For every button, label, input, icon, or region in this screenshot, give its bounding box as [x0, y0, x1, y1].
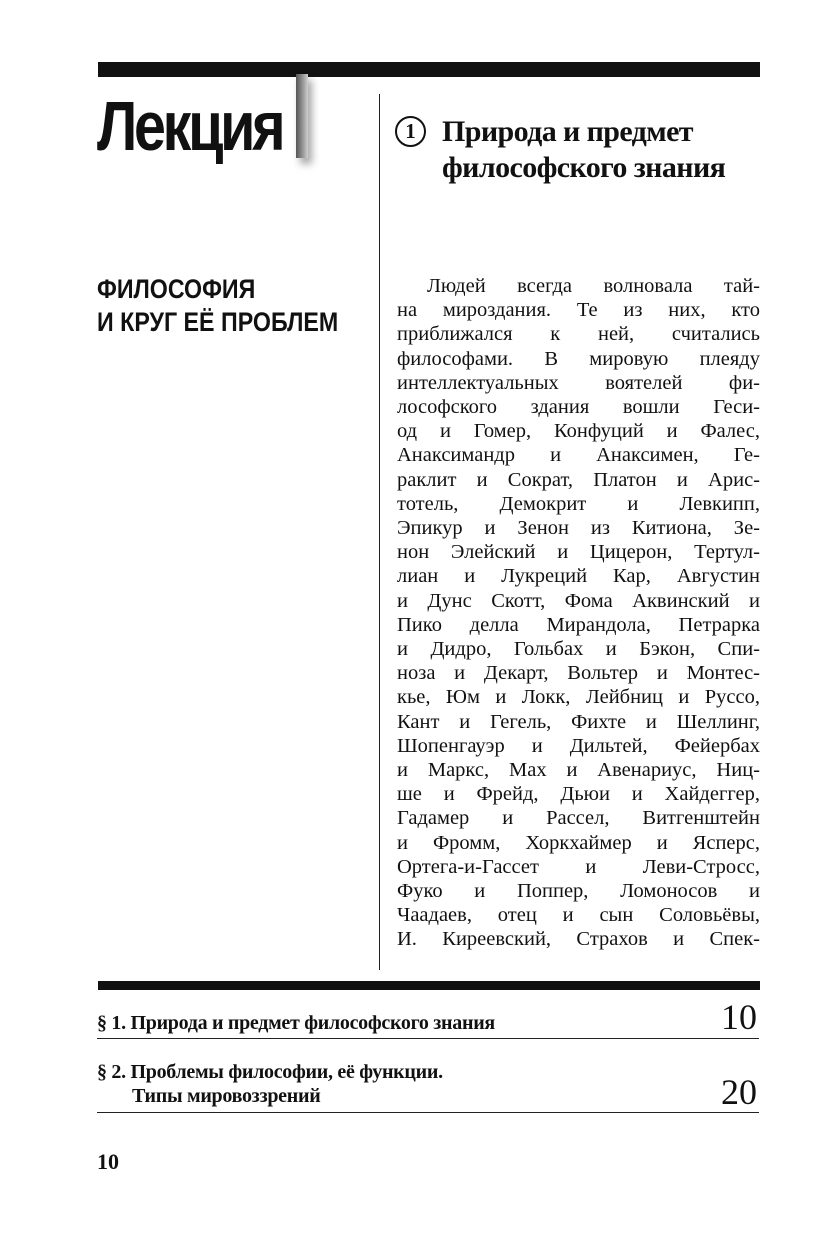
- section-title-line: Природа и предмет: [442, 115, 693, 148]
- body-line: Фуко и Поппер, Ломоносов и: [397, 880, 760, 903]
- toc-entry-section-1[interactable]: [97, 996, 759, 1039]
- toc-entry-title: [97, 1060, 443, 1108]
- body-line: лиан и Лукреций Кар, Августин: [397, 565, 760, 588]
- toc-entry-line: § 2. Проблемы философии, её функции.: [97, 1061, 443, 1083]
- column-divider: [379, 94, 380, 970]
- body-line: кье, Юм и Локк, Лейбниц и Руссо,: [397, 686, 760, 709]
- body-line: Гадамер и Рассел, Витгенштейн: [397, 807, 760, 830]
- body-line: на мироздания. Те из них, кто: [397, 299, 760, 322]
- body-line: и Маркс, Мах и Авенариус, Ниц-: [397, 759, 760, 782]
- lecture-heading: Лекция: [97, 87, 283, 165]
- body-line: приближался к ней, считались: [397, 323, 760, 346]
- body-line: и Дидро, Гольбах и Бэкон, Спи-: [397, 638, 760, 661]
- body-line: нон Элейский и Цицерон, Тертул-: [397, 541, 760, 564]
- body-line: Эпикур и Зенон из Китиона, Зе-: [397, 517, 760, 540]
- body-line: ше и Фрейд, Дьюи и Хайдеггер,: [397, 783, 760, 806]
- body-line: лософского здания вошли Геси-: [397, 396, 760, 419]
- body-line: и Фромм, Хоркхаймер и Ясперс,: [397, 831, 760, 854]
- page-number: 10: [97, 1149, 119, 1174]
- section-title-line: философского знания: [442, 151, 726, 184]
- body-line: Анаксимандр и Анаксимен, Ге-: [397, 444, 760, 467]
- body-line: Кант и Гегель, Фихте и Шеллинг,: [397, 710, 760, 733]
- body-line: интеллектуальных воятелей фи-: [397, 371, 760, 394]
- body-line: ноза и Декарт, Вольтер и Монтес-: [397, 662, 760, 685]
- toc-entry-page: 10: [721, 997, 757, 1037]
- body-line: Шопенгауэр и Дильтей, Фейербах: [397, 734, 760, 757]
- section-number-badge: 1: [395, 116, 426, 147]
- topic-line: ФИЛОСОФИЯ: [97, 274, 256, 304]
- topic-heading: [97, 273, 338, 339]
- body-line: И. Киреевский, Страхов и Спек-: [397, 928, 760, 951]
- toc-entry-title: [97, 1011, 495, 1035]
- contents-rule: [98, 981, 760, 990]
- topic-line: И КРУГ ЕЁ ПРОБЛЕМ: [97, 307, 339, 337]
- toc-entry-page: 20: [721, 1072, 757, 1112]
- body-line: и Дунс Скотт, Фома Аквинский и: [397, 589, 760, 612]
- body-paragraph: [397, 274, 760, 952]
- body-line: раклит и Сократ, Платон и Арис-: [397, 468, 760, 491]
- body-line: тотель, Демокрит и Левкипп,: [397, 492, 760, 515]
- top-rule: [98, 62, 760, 77]
- body-line: философами. В мировую плеяду: [397, 347, 760, 370]
- toc-entry-section-2[interactable]: [97, 1056, 759, 1113]
- body-line: Ортега-и-Гассет и Леви-Стросс,: [397, 855, 760, 878]
- lecture-number-roman-one: [296, 74, 308, 158]
- body-line: Людей всегда волновала тай-: [427, 275, 760, 297]
- body-line: Пико делла Мирандола, Петрарка: [397, 613, 760, 636]
- toc-entry-line: § 1. Природа и предмет философского знания: [97, 1012, 495, 1034]
- toc-entry-line: Типы мировоззрений: [132, 1085, 321, 1107]
- section-title: [442, 114, 772, 186]
- body-line: од и Гомер, Конфуций и Фалес,: [397, 420, 760, 443]
- body-line: Чаадаев, отец и сын Соловьёвы,: [397, 904, 760, 927]
